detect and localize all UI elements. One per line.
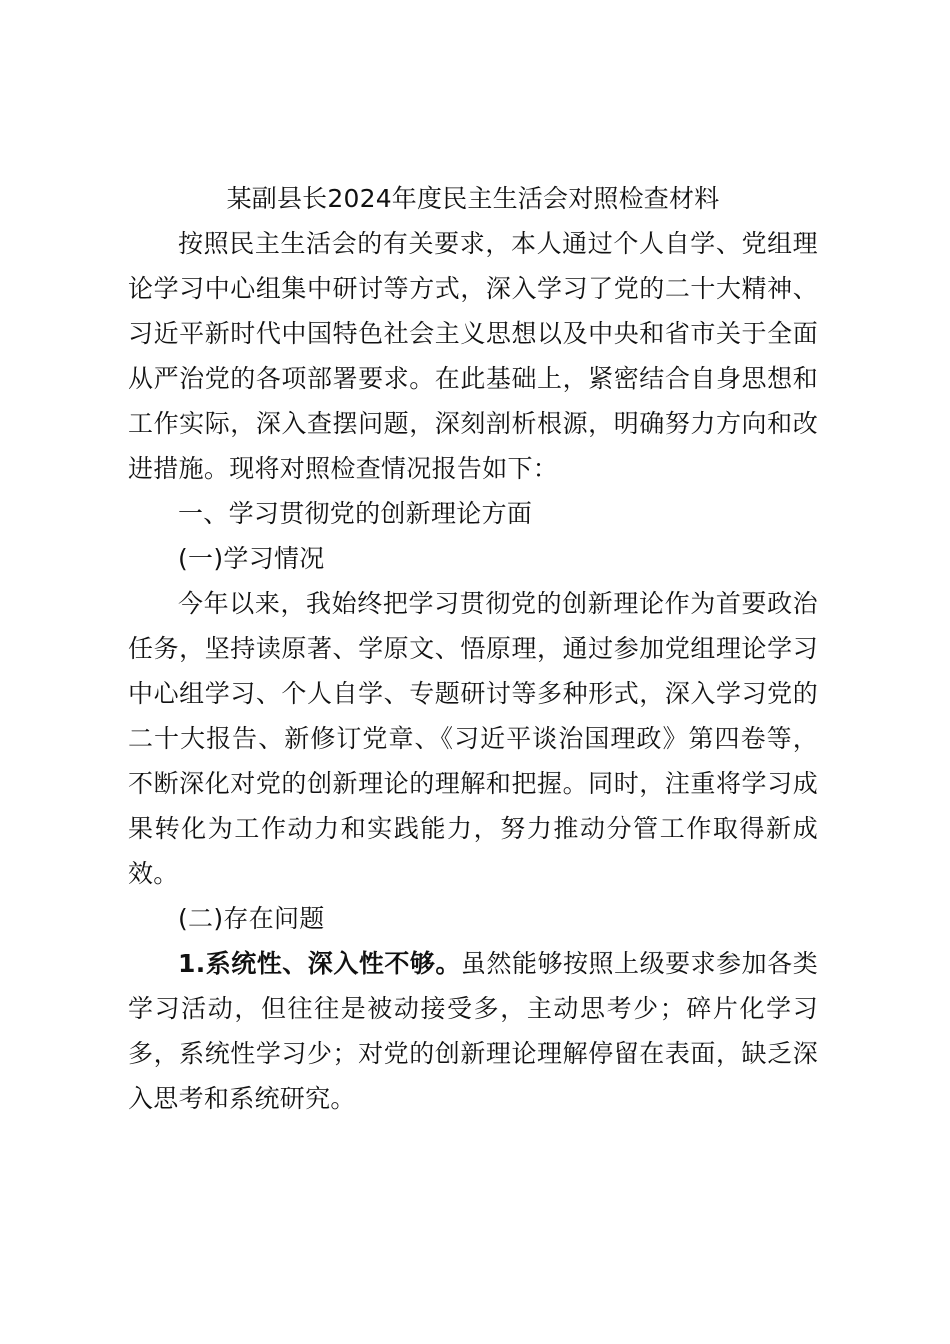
problem-1-body: 虽然能够按照上级要求参加各类学习活动，但往往是被动接受多，主动思考少；碎片化学习多，系统性学习少；对党的创新理论理解停留在表面，缺乏深入思考和系统研究。 [128,949,818,1113]
subsection-heading-1: (一)学习情况 [178,544,325,573]
subsection-heading-2: (二)存在问题 [178,904,325,933]
section-heading-1: 一、学习贯彻党的创新理论方面 [178,499,533,528]
study-situation-paragraph: 今年以来，我始终把学习贯彻党的创新理论作为首要政治任务，坚持读原著、学原文、悟原理，通过参加党组理论学习中心组学习、个人自学、专题研讨等多种形式，深入学习党的二十大报告、新修订党章、《习近平谈治国理政》第四卷等，不断深化对党的创新理论的理解和把握。同时，注重将学习成果转化为工作动力和实践能力，努力推动分管工作取得新成效。 [128,589,818,888]
intro-paragraph: 按照民主生活会的有关要求，本人通过个人自学、党组理论学习中心组集中研讨等方式，深入学习了党的二十大精神、习近平新时代中国特色社会主义思想以及中央和省市关于全面从严治党的各项部署要求。在此基础上，紧密结合自身思想和工作实际，深入查摆问题，深刻剖析根源，明确努力方向和改进措施。现将对照检查情况报告如下： [128,229,818,483]
document-body [128,176,818,1121]
document-title: 某副县长2024年度民主生活会对照检查材料 [226,184,720,213]
problem-paragraph-1 [128,941,818,1121]
problem-1-lead: 1.系统性、深入性不够。 [178,949,461,978]
